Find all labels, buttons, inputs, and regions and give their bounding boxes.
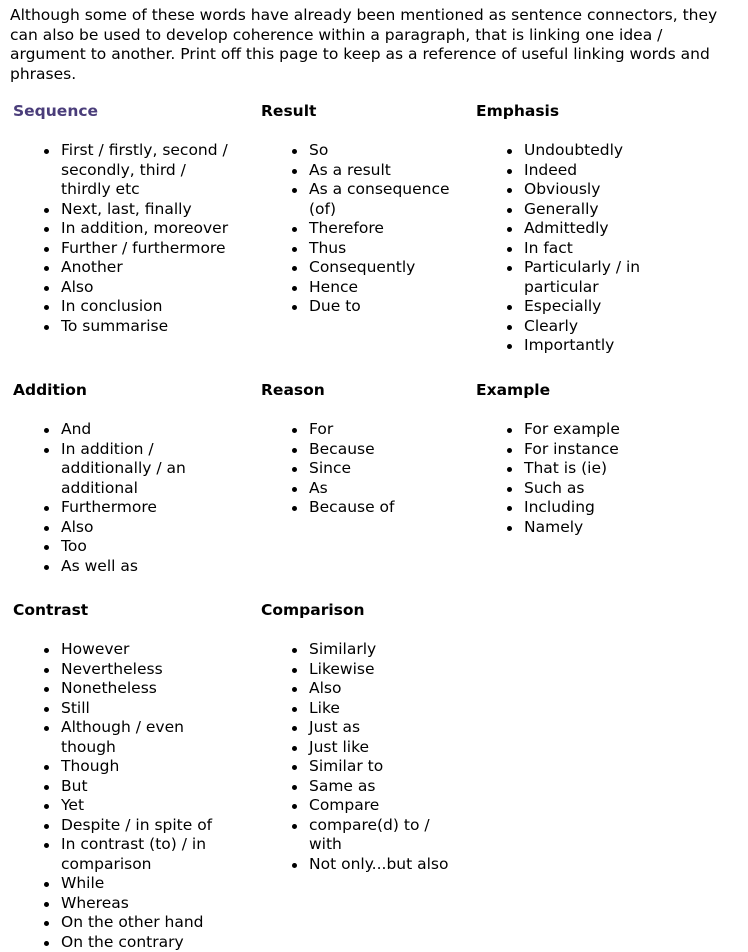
- list-item: So: [289, 141, 469, 161]
- list-item: Just like: [289, 738, 449, 758]
- list-item: For example: [504, 420, 679, 440]
- list-item: Also: [289, 679, 449, 699]
- list-item: And: [41, 420, 216, 440]
- list-item: Obviously: [504, 180, 679, 200]
- list-item: Consequently: [289, 258, 469, 278]
- list-item: Though: [41, 757, 236, 777]
- list-item: In fact: [504, 239, 679, 259]
- section-list-result: [289, 141, 469, 317]
- list-item: Similar to: [289, 757, 449, 777]
- list-item: As a result: [289, 161, 469, 181]
- section-list-sequence: [41, 141, 236, 336]
- section-example: [476, 381, 741, 401]
- section-comparison: [261, 601, 466, 621]
- list-item: That is (ie): [504, 459, 679, 479]
- section-title-reason: Reason: [261, 381, 466, 401]
- list-item: But: [41, 777, 236, 797]
- section-result: [261, 102, 466, 122]
- section-reason: [261, 381, 466, 401]
- list-item: Importantly: [504, 336, 679, 356]
- list-item: Like: [289, 699, 449, 719]
- list-item: Too: [41, 537, 216, 557]
- list-item: However: [41, 640, 236, 660]
- list-item: Not only...but also: [289, 855, 449, 875]
- list-item: Yet: [41, 796, 236, 816]
- list-item: Also: [41, 278, 236, 298]
- list-item: For: [289, 420, 469, 440]
- list-item: As: [289, 479, 469, 499]
- list-item: Undoubtedly: [504, 141, 679, 161]
- list-item: While: [41, 874, 236, 894]
- list-item: In addition / additionally / an additional: [41, 440, 216, 499]
- list-item: Especially: [504, 297, 679, 317]
- list-item: Clearly: [504, 317, 679, 337]
- list-item: Admittedly: [504, 219, 679, 239]
- list-item: Indeed: [504, 161, 679, 181]
- list-item: Because: [289, 440, 469, 460]
- section-title-addition: Addition: [13, 381, 248, 401]
- list-item: Nevertheless: [41, 660, 236, 680]
- list-item: Likewise: [289, 660, 449, 680]
- section-title-result: Result: [261, 102, 466, 122]
- list-item: Further / furthermore: [41, 239, 236, 259]
- list-item: Just as: [289, 718, 449, 738]
- list-item: Still: [41, 699, 236, 719]
- section-list-reason: [289, 420, 469, 518]
- list-item: Including: [504, 498, 679, 518]
- section-title-emphasis: Emphasis: [476, 102, 741, 122]
- list-item: Particularly / in particular: [504, 258, 679, 297]
- section-title-comparison: Comparison: [261, 601, 466, 621]
- list-item: Next, last, finally: [41, 200, 236, 220]
- section-list-emphasis: [504, 141, 679, 356]
- section-list-comparison: [289, 640, 449, 874]
- intro-paragraph: Although some of these words have already been mentioned as sentence connectors, they can also be used to develop coherence within a paragraph, that is linking one idea / argument to another. Print off this page to keep as a reference of useful linking words and phrases.: [10, 6, 738, 84]
- list-item: On the other hand: [41, 913, 236, 933]
- list-item: Namely: [504, 518, 679, 538]
- section-list-addition: [41, 420, 216, 576]
- list-item: Generally: [504, 200, 679, 220]
- list-item: Although / even though: [41, 718, 236, 757]
- section-sequence: [13, 102, 248, 122]
- list-item: compare(d) to / with: [289, 816, 449, 855]
- list-item: Since: [289, 459, 469, 479]
- list-item: Such as: [504, 479, 679, 499]
- list-item: First / firstly, second / secondly, third / thirdly etc: [41, 141, 236, 200]
- section-title-example: Example: [476, 381, 741, 401]
- section-title-sequence: Sequence: [13, 102, 248, 122]
- list-item: Thus: [289, 239, 469, 259]
- section-list-contrast: [41, 640, 236, 952]
- list-item: Hence: [289, 278, 469, 298]
- section-addition: [13, 381, 248, 401]
- list-item: Same as: [289, 777, 449, 797]
- list-item: As well as: [41, 557, 216, 577]
- list-item: Whereas: [41, 894, 236, 914]
- list-item: Compare: [289, 796, 449, 816]
- list-item: In conclusion: [41, 297, 236, 317]
- section-list-example: [504, 420, 679, 537]
- list-item: Due to: [289, 297, 469, 317]
- list-item: Also: [41, 518, 216, 538]
- list-item: Furthermore: [41, 498, 216, 518]
- list-item: Similarly: [289, 640, 449, 660]
- list-item: In addition, moreover: [41, 219, 236, 239]
- list-item: To summarise: [41, 317, 236, 337]
- list-item: In contrast (to) / in comparison: [41, 835, 236, 874]
- list-item: Despite / in spite of: [41, 816, 236, 836]
- list-item: Another: [41, 258, 236, 278]
- list-item: For instance: [504, 440, 679, 460]
- list-item: As a consequence (of): [289, 180, 469, 219]
- section-contrast: [13, 601, 248, 621]
- list-item: Because of: [289, 498, 469, 518]
- section-emphasis: [476, 102, 741, 122]
- section-title-contrast: Contrast: [13, 601, 248, 621]
- list-item: Therefore: [289, 219, 469, 239]
- list-item: On the contrary: [41, 933, 236, 952]
- list-item: Nonetheless: [41, 679, 236, 699]
